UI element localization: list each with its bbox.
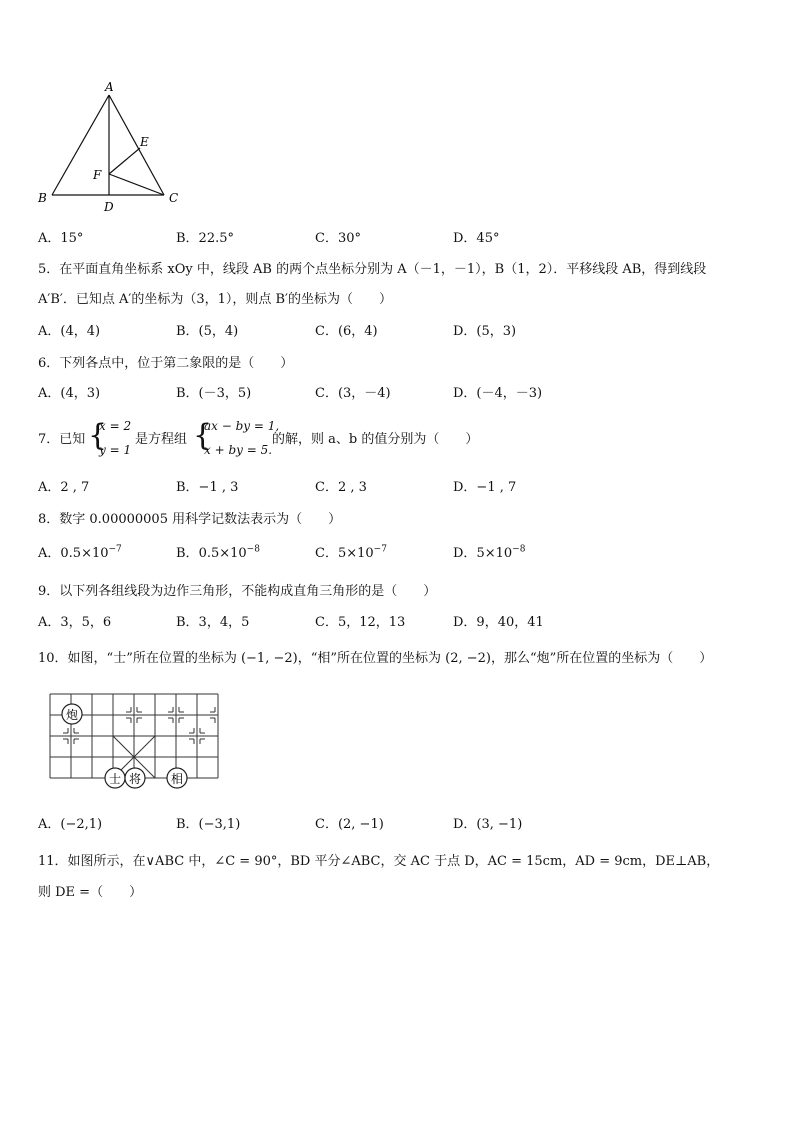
q7-middle: 是方程组	[135, 432, 188, 447]
q7-suffix: 的解，则 a、b 的值分别为（ ）	[272, 432, 479, 447]
q5-option-c[interactable]: C．(6，4)	[315, 324, 378, 339]
q9-text: 9．以下列各组线段为边作三角形，不能构成直角三角形的是（ ）	[38, 584, 437, 599]
q7-prefix: 7．已知	[38, 432, 86, 447]
q8-option-d[interactable]: D．$5\times 10^{-8}$	[453, 544, 526, 561]
q4-option-d[interactable]: D．45°	[453, 231, 500, 246]
label-a: A	[105, 80, 114, 94]
q6-text: 6．下列各点中，位于第二象限的是（ ）	[38, 356, 294, 371]
q8-option-a[interactable]: A．$0.5\times 10^{-7}$	[38, 544, 122, 561]
svg-text:将: 将	[128, 772, 142, 786]
q4-option-c[interactable]: C．30°	[315, 231, 361, 246]
q7-option-a[interactable]: A．2 , 7	[38, 480, 90, 495]
q5-option-a[interactable]: A．(4，4)	[38, 324, 101, 339]
q5-options	[38, 324, 598, 340]
q4-options	[38, 231, 598, 247]
q11-text-line2: 则 DE =（ ）	[38, 885, 143, 900]
q10-text: 10．如图，“士”所在位置的坐标为 (−1, −2)，“相”所在位置的坐标为 (2, −2)，那么“炮”所在位置的坐标为（ ）	[38, 651, 713, 666]
label-d: D	[104, 200, 114, 214]
q6-option-a[interactable]: A．(4，3)	[38, 386, 101, 401]
piece-shi	[105, 768, 125, 788]
q8-option-b[interactable]: B．$0.5\times 10^{-8}$	[176, 544, 260, 561]
q7-option-d[interactable]: D．−1 , 7	[453, 480, 517, 495]
q7-option-b[interactable]: B．−1 , 3	[176, 480, 239, 495]
q5-option-d[interactable]: D．(5，3)	[453, 324, 517, 339]
q7-sys2-eq2: x + by = 5.	[204, 443, 273, 457]
q9-option-b[interactable]: B．3，4，5	[176, 615, 250, 630]
label-f: F	[93, 168, 102, 182]
q11-text-line1: 11．如图所示，在∨ABC 中，∠C = 90°，BD 平分∠ABC，交 AC 于点 D，AC = 15cm，AD = 9cm，DE⊥AB，	[38, 854, 720, 869]
label-c: C	[169, 191, 179, 205]
q5-text-line1: 5．在平面直角坐标系 xOy 中，线段 AB 的两个点坐标分别为 A（－1，－1），B（1，2）．平移线段 AB，得到线段	[38, 262, 707, 277]
q10-option-c[interactable]: C．(2, −1)	[315, 817, 384, 832]
q7-sys1-eq1: x = 2	[99, 419, 132, 433]
q4-option-b[interactable]: B．22.5°	[176, 231, 234, 246]
q8-text: 8．数字 0.00000005 用科学记数法表示为（ ）	[38, 512, 342, 527]
q6-options	[38, 386, 598, 402]
q5-text-line2: A′B′．已知点 A′的坐标为（3，1），则点 B′的坐标为（ ）	[38, 292, 392, 307]
segment-fc	[109, 174, 164, 195]
q8-option-c[interactable]: C．$5\times 10^{-7}$	[315, 544, 387, 561]
chess-board-figure	[45, 690, 230, 790]
piece-xiang	[167, 768, 187, 788]
piece-jiang	[125, 768, 145, 788]
svg-text:士: 士	[108, 772, 122, 786]
q10-option-a[interactable]: A．(−2,1)	[38, 817, 103, 832]
q7-brace-2: {	[193, 418, 213, 453]
q7-sys2-eq1: ax − by = 1,	[204, 419, 280, 433]
q10-option-d[interactable]: D．(3, −1)	[453, 817, 523, 832]
q7-options	[38, 480, 598, 496]
label-e: E	[140, 135, 149, 149]
svg-text:相: 相	[170, 772, 184, 786]
segment-ac	[109, 95, 164, 195]
q5-option-b[interactable]: B．(5，4)	[176, 324, 239, 339]
q9-option-a[interactable]: A．3，5，6	[38, 615, 112, 630]
q6-option-b[interactable]: B．(－3，5)	[176, 386, 252, 401]
q4-option-a[interactable]: A．15°	[38, 231, 84, 246]
q6-option-d[interactable]: D．(－4，－3)	[453, 386, 543, 401]
piece-pao	[62, 704, 82, 724]
triangle-figure	[30, 78, 190, 218]
svg-text:炮: 炮	[65, 708, 79, 722]
q10-option-b[interactable]: B．(−3,1)	[176, 817, 241, 832]
q9-option-c[interactable]: C．5，12，13	[315, 615, 406, 630]
q10-options	[38, 817, 598, 833]
label-b: B	[38, 191, 47, 205]
q6-option-c[interactable]: C．(3，－4)	[315, 386, 391, 401]
q9-option-d[interactable]: D．9，40，41	[453, 615, 544, 630]
q9-options	[38, 615, 598, 631]
q7-brace-1: {	[88, 418, 108, 453]
segment-fe	[109, 148, 140, 174]
q7-option-c[interactable]: C．2 , 3	[315, 480, 367, 495]
q7-sys1-eq2: y = 1	[99, 443, 132, 457]
q8-options	[38, 546, 598, 562]
